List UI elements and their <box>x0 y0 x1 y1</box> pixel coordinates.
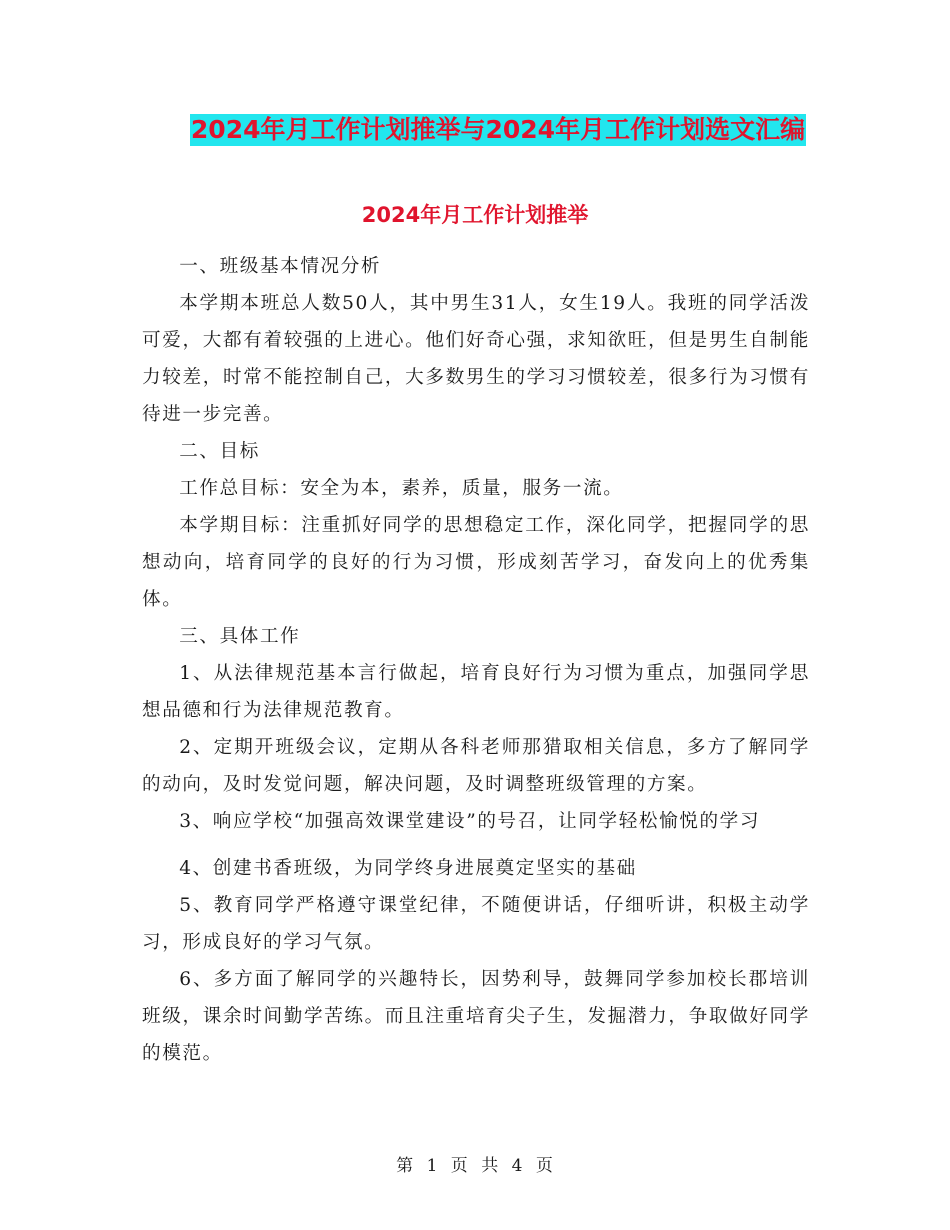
heading-specific-work: 三、具体工作 <box>179 626 301 647</box>
heading-goals: 二、目标 <box>179 441 260 462</box>
page-footer: 第 1 页 共 4 页 <box>396 1156 554 1176</box>
list-item-4: 4、创建书香班级，为同学终身进展奠定坚实的基础 <box>179 858 637 879</box>
paragraph-term-goal: 本学期目标：注重抓好同学的思想稳定工作，深化同学，把握同学的思想动向，培育同学的良好的行为习惯，形成刻苦学习，奋发向上的优秀集体。 <box>142 515 810 610</box>
document-title: 2024年月工作计划推举与2024年月工作计划选文汇编 <box>190 115 806 144</box>
document-body <box>142 248 810 1072</box>
list-item-1: 1、从法律规范基本言行做起，培育良好行为习惯为重点，加强同学思想品德和行为法律规范教育。 <box>142 663 810 721</box>
list-item-6: 6、多方面了解同学的兴趣特长，因势利导，鼓舞同学参加校长郡培训班级，课余时间勤学苦练。而且注重培育尖子生，发掘潜力，争取做好同学的模范。 <box>142 969 810 1064</box>
title-wrapper <box>0 114 950 146</box>
paragraph-class-overview: 本学期本班总人数50人，其中男生31人，女生19人。我班的同学活泼可爱，大都有着较强的上进心。他们好奇心强，求知欲旺，但是男生自制能力较差，时常不能控制自己，大多数男生的学习习惯较差，很多行为习惯有待进一步完善。 <box>142 293 810 425</box>
section-title: 2024年月工作计划推举 <box>361 203 589 227</box>
list-item-2: 2、定期开班级会议，定期从各科老师那猎取相关信息，多方了解同学的动向，及时发觉问题，解决问题，及时调整班级管理的方案。 <box>142 737 810 795</box>
heading-class-analysis: 一、班级基本情况分析 <box>179 256 382 277</box>
paragraph-overall-goal: 工作总目标：安全为本，素养，质量，服务一流。 <box>179 478 624 499</box>
list-item-5: 5、教育同学严格遵守课堂纪律，不随便讲话，仔细听讲，积极主动学习，形成良好的学习气氛。 <box>142 895 810 953</box>
list-item-3: 3、响应学校“加强高效课堂建设”的号召，让同学轻松愉悦的学习 <box>179 811 761 832</box>
